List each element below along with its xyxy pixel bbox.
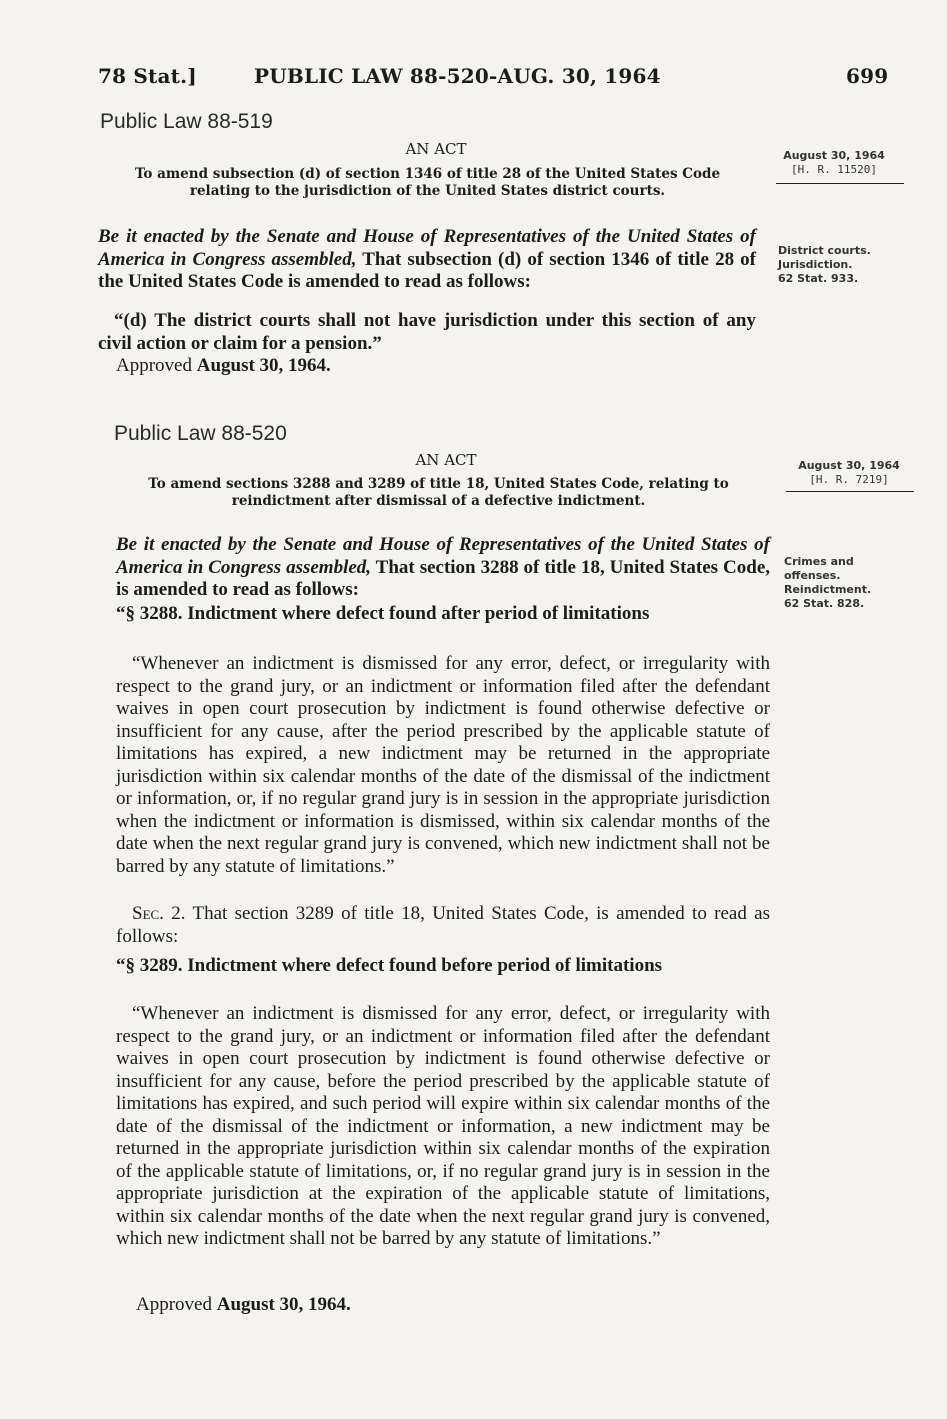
law2-title: Public Law 88-520 [114, 422, 287, 445]
law2-description [96, 476, 781, 510]
law1-approved-label: Approved [116, 355, 192, 376]
law2-approved [136, 1294, 351, 1316]
sec3289-heading: “§ 3289. Indictment where defect found before period of limitations [116, 955, 663, 976]
law2-margin-bill: [H. R. 7219] [809, 473, 889, 486]
law1-enacting-italic: Be it enacted by the Senate and House of Representatives of the United States of America in Congress assembled, [98, 226, 756, 270]
law1-subsection-text: “(d) The district courts shall not have jurisdiction under this section of any civil action or claim for a pension.” [98, 310, 756, 354]
law1-margin-note2: Jurisdiction. [778, 258, 853, 271]
law1-margin-rule [776, 183, 904, 184]
sec3288-text: “Whenever an indictment is dismissed for any error, defect, or irregularity with respect to the grand jury, or an indictment or information filed after the defendant waives in open court prosecution by indictment is found otherwise defective or insufficient for any cause, after the period prescribed by the applicable statute of limitations has expired, a new indictment may be returned in the appropriate jurisdiction within six calendar months of the date of the dismissal of the indictment or information, or, if no regular grand jury is in session in the appropriate jurisdiction when the indictment or information is dismissed, within six calendar months of the date when the next regular grand jury is convened, which new indictment shall not be barred by any statute of limitations.” [116, 653, 770, 877]
law1-margin-note3: 62 Stat. 933. [778, 272, 859, 285]
law2-margin-note2: Reindictment. [784, 583, 872, 596]
law2-margin-note1: Crimes and offenses. [784, 555, 854, 582]
law2-act-label: AN ACT [415, 451, 477, 469]
sec2-text: That section 3289 of title 18, United States Code, is amended to read as follows: [116, 903, 771, 947]
law1-margin-date-block [774, 149, 894, 177]
law2-enacting-italic: Be it enacted by the Senate and House of Representatives of the United States of America in Congress assembled, [116, 534, 770, 578]
law2-margin-date-block [786, 459, 912, 487]
law2-approved-date: August 30, 1964. [216, 1294, 351, 1315]
law1-enacting-rest: That subsection (d) of section 1346 of title 28 of the United States Code is amended to read as follows: [98, 248, 757, 292]
law1-margin-bill: [H. R. 11520] [790, 163, 878, 176]
law1-enacting-clause [98, 226, 756, 294]
sec3289-text: “Whenever an indictment is dismissed for any error, defect, or irregularity with respect to the grand jury, or an indictment or information filed after the defendant waives in open court prosecution by indictment is found otherwise defective or insufficient for any cause, before the period prescribed by the applicable statute of limitations has expired, and such period will expire within six calendar months of the date of the dismissal of the indictment or information, a new indictment may be returned in the appropriate jurisdiction within six calendar months of the expiration of the applicable statute of limitations, or, if no regular grand jury is in session in the appropriate jurisdiction at the expiration of the applicable statute of limitations, within six calendar months of the date when the next regular grand jury is convened, which new indictment shall not be barred by any statute of limitations.” [116, 1003, 770, 1249]
running-header-title: PUBLIC LAW 88-520-AUG. 30, 1964 [254, 64, 661, 88]
law1-approved-date: August 30, 1964. [196, 355, 331, 376]
law2-description-line1: To amend sections 3288 and 3289 of title 18, United States Code, relating to [148, 476, 729, 492]
law1-margin-date: August 30, 1964 [783, 149, 885, 162]
law2-margin-note3: 62 Stat. 828. [784, 597, 865, 610]
sec3288-body [116, 653, 770, 878]
page-number: 699 [846, 64, 889, 88]
law1-description-line2: relating to the jurisdiction of the United States district courts. [189, 183, 666, 199]
sec2-label: Sec. 2. [132, 903, 186, 924]
sec2-paragraph [116, 903, 770, 948]
law1-margin-notes [778, 244, 898, 286]
law2-enacting-rest: That section 3288 of title 18, United States Code, is amended to read as follows: [116, 556, 770, 600]
sec3289-body [116, 1003, 770, 1251]
law2-margin-date: August 30, 1964 [798, 459, 900, 472]
law2-margin-notes [784, 555, 904, 611]
sec3288-heading: “§ 3288. Indictment where defect found after period of limitations [116, 603, 650, 624]
law1-margin-note1: District courts. [778, 244, 871, 257]
law2-description-line2: reindictment after dismissal of a defective indictment. [231, 493, 646, 509]
running-header-volume: 78 Stat.] [98, 64, 197, 88]
law2-approved-label: Approved [136, 1294, 212, 1315]
law2-enacting-clause [116, 534, 770, 602]
law1-approved [116, 355, 331, 377]
law1-description [80, 166, 775, 200]
law2-margin-rule [786, 491, 914, 492]
law1-title: Public Law 88-519 [100, 110, 273, 133]
law1-description-line1: To amend subsection (d) of section 1346 of title 28 of the United States Code [134, 166, 721, 182]
law1-act-label: AN ACT [405, 140, 467, 158]
